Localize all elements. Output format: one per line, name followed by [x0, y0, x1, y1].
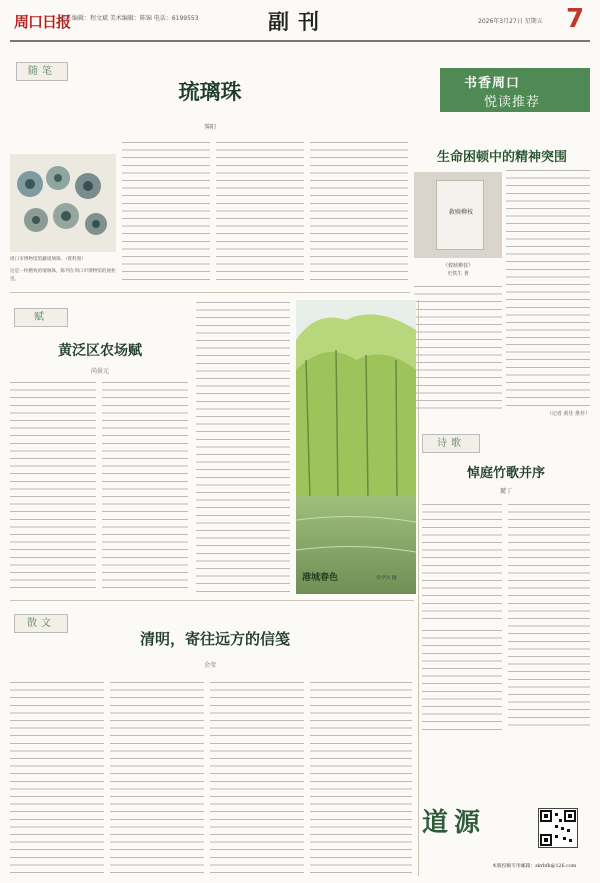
- newspaper-logo: 周口日报: [14, 13, 71, 31]
- prose-body-column-4: [310, 680, 412, 876]
- right-column-divider: [418, 300, 419, 876]
- fu-author: 尚景元: [90, 368, 109, 375]
- divider-essay-fu: [10, 292, 410, 293]
- page-number: 7: [566, 4, 585, 34]
- book-review-credit: （记者 黄佳 推荐）: [546, 411, 590, 417]
- book-review-body-right-2: [506, 342, 590, 406]
- editor-credits: 责任编辑：程文斌 美术编辑：陈锦 电话：6199553: [60, 15, 199, 22]
- badge-line-1: 书香周口: [464, 76, 521, 91]
- essay-title: 琉璃珠: [178, 79, 242, 104]
- prose-section-tag: 散文: [14, 614, 68, 633]
- prose-body-column-2: [110, 680, 204, 876]
- fu-body-column-2: [102, 380, 188, 590]
- essay-article: [10, 48, 410, 284]
- footer-box: [422, 800, 590, 876]
- fu-body-column-1: [10, 380, 96, 590]
- masthead: [0, 0, 600, 40]
- masthead-rule: [10, 40, 590, 42]
- poem-title: 悼庭竹歌并序: [466, 466, 545, 481]
- landscape-photo: [296, 300, 416, 594]
- essay-intro: 这是一枚精致的琉璃珠，陈列在周口市博物馆的展柜里。: [10, 269, 116, 282]
- prose-body-column-1: [10, 680, 104, 876]
- essay-body-column-1: [122, 140, 210, 284]
- qr-code[interactable]: [538, 808, 578, 848]
- willow-lake-image: [296, 300, 416, 594]
- poem-verse-2: [508, 502, 590, 732]
- poem-author: 麓丁: [499, 488, 512, 495]
- prose-body-column-3: [210, 680, 304, 876]
- book-review-body-right: [506, 168, 590, 338]
- section-title: 副刊: [268, 9, 328, 34]
- book-cover-title: 救赎柳枝: [448, 209, 473, 216]
- book-caption-title: 《救赎柳枝》: [442, 263, 473, 269]
- prose-article: [10, 606, 414, 878]
- essay-author: 霁阳: [203, 124, 216, 131]
- essay-section-tag: 随笔: [16, 62, 68, 81]
- photo-credit: 史学兵 摄: [376, 576, 397, 581]
- poem-article: [422, 428, 590, 728]
- poem-preface: [422, 502, 502, 622]
- fu-section-tag: 赋: [14, 308, 68, 327]
- bead-photo: [10, 154, 116, 252]
- poem-verse-1: [422, 628, 502, 732]
- book-review-title: 生命困顿中的精神突围: [436, 150, 567, 165]
- essay-body-column-2: [216, 140, 304, 284]
- prose-title: 清明，寄往远方的信笺: [139, 630, 290, 648]
- divider-fu-prose: [10, 600, 414, 601]
- bead-image: [10, 154, 116, 252]
- footer-brand: 道源: [422, 808, 487, 838]
- book-recommendation: [414, 48, 590, 422]
- badge-line-2: 悦读推荐: [484, 95, 541, 110]
- qr-caption: 本版投稿专用邮箱：zkrbfk@126.com: [492, 864, 577, 869]
- prose-author: 余莹: [203, 662, 216, 669]
- poem-section-tag: 诗歌: [422, 434, 480, 453]
- fu-title: 黄泛区农场赋: [58, 343, 142, 359]
- bead-photo-caption: 周口市博物馆馆藏琉璃珠。（资料图）: [10, 257, 86, 262]
- book-caption-author: 史铁生 著: [447, 271, 469, 277]
- reading-badge: [440, 68, 590, 112]
- issue-date: 2026年3月27日 星期五: [478, 18, 543, 25]
- fu-article: [10, 296, 190, 596]
- fu-body-column-3: [196, 300, 290, 592]
- qr-code-icon: [539, 809, 577, 847]
- book-cover-photo: [414, 172, 502, 258]
- book-review-body-left: [414, 284, 502, 414]
- photo-caption: 港城春色: [302, 573, 339, 583]
- essay-body-column-3: [310, 140, 408, 284]
- book-cover: [436, 180, 484, 250]
